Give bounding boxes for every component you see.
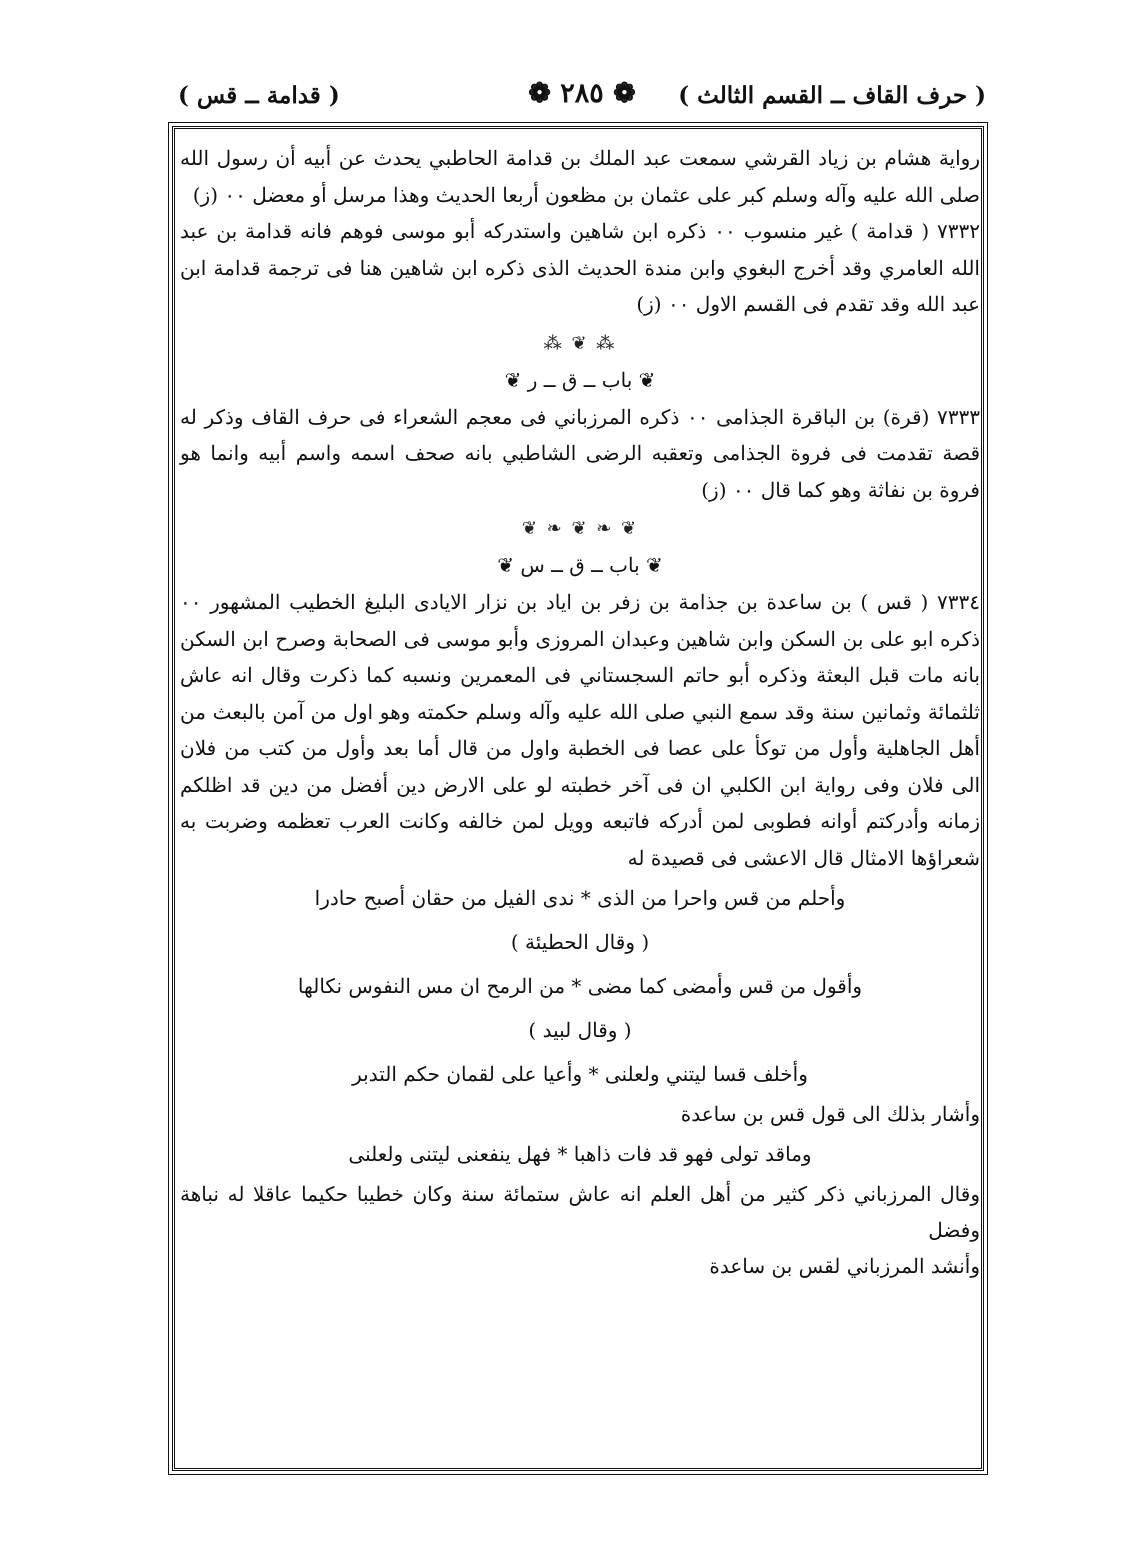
header-section-title: ( حرف القاف ــ القسم الثالث ): [678, 82, 986, 109]
page-header: [178, 78, 986, 120]
entry-7332: ٧٣٣٢ ( قدامة ) غير منسوب ٠٠ ذكره ابن شاهين واستدركه أبو موسى فوهم فانه قدامة بن عبد الله العامري وقد أخرج البغوي وابن مندة الحديث الذى ذكره ابن شاهين هنا فى ترجمة قدامة ابن عبد الله وقد تقدم فى القسم الاول ٠٠ (ز): [180, 219, 980, 316]
page-body: [180, 140, 980, 1284]
divider-ornament: ⁂ ❦ ⁂: [543, 332, 617, 354]
header-entry-range: ( قدامة ــ قس ): [178, 82, 340, 109]
poet-attribution: ( وقال لبيد ): [528, 1018, 632, 1042]
paragraph-text: وأشار بذلك الى قول قس بن ساعدة: [680, 1102, 980, 1126]
entry-7334: ٧٣٣٤ ( قس ) بن ساعدة بن جذامة بن زفر بن اياد بن نزار الايادى البليغ الخطيب المشهور ٠٠ ذكره ابو على بن السكن وابن شاهين وعبدان المروزى وأبو موسى فى الصحابة وصرح ابن السكن بانه مات قبل البعثة وذكره أبو حاتم السجستاني فى المعمرين ونسبه كما ذكرت وقال انه عاش ثلثمائة وثمانين سنة وقد سمع النبي صلى الله عليه وآله وسلم حكمته وهو اول من آمن بالبعث من أهل الجاهلية وأول من توكأ على عصا فى الخطبة واول من قال أما بعد وأول من كتب من فلان الى فلان وفى رواية ابن الكلبي ان فى آخر خطبته لو على الارض دين أفضل من دين قد اظلكم زمانه وأدركتم أوانه فطوبى لمن أدركه فاتبعه وويل لمن خالفه وكانت العرب تعظمه وضربت به شعراؤها الامثال قال الاعشى فى قصيدة له: [180, 590, 980, 870]
chapter-heading-q-r: ❦ باب ــ ق ــ ر ❦: [504, 367, 656, 392]
paragraph-text: وأنشد المرزباني لقس بن ساعدة: [709, 1254, 980, 1278]
paragraph-text: وقال المرزباني ذكر كثير من أهل العلم انه عاش ستمائة سنة وكان خطيبا حكيما عاقلا له نباهة وفضل: [180, 1182, 980, 1242]
page-number: ❁ ٢٨٥ ❁: [528, 78, 636, 109]
poem-verse: وأحلم من قس واحرا من الذى * ندى الفيل من حقان أصبح حادرا: [314, 886, 846, 910]
poem-verse: وأخلف قسا ليتني ولعلنى * وأعيا على لقمان حكم التدبر: [352, 1062, 808, 1086]
poem-verse: وماقد تولى فهو قد فات ذاهبا * فهل ينفعنى ليتنى ولعلنى: [348, 1142, 812, 1166]
chapter-heading-q-s: ❦ باب ــ ق ــ س ❦: [497, 553, 663, 577]
entry-7333: ٧٣٣٣ (قرة) بن الباقرة الجذامى ٠٠ ذكره المرزباني فى معجم الشعراء فى حرف القاف وذكر له قصة تقدمت فى فروة الجذامى وتعقبه الرضى الشاطبي بانه صحف اسمه واسم أبيه وانما هو فروة بن نفاثة وهو كما قال ٠٠ (ز): [180, 404, 980, 502]
paragraph-continuation: رواية هشام بن زياد القرشي سمعت عبد الملك بن قدامة الحاطبي يحدث عن أبيه أن رسول الله صلى الله عليه وآله وسلم كبر على عثمان بن مظعون أربعا الحديث وهذا مرسل أو معضل ٠٠ (ز): [180, 146, 980, 207]
poet-attribution: ( وقال الحطيئة ): [510, 930, 650, 954]
divider-ornament: ❦ ❧ ❦ ❧ ❦: [521, 518, 639, 539]
poem-verse: وأقول من قس وأمضى كما مضى * من الرمح ان مس النفوس نكالها: [297, 974, 863, 998]
